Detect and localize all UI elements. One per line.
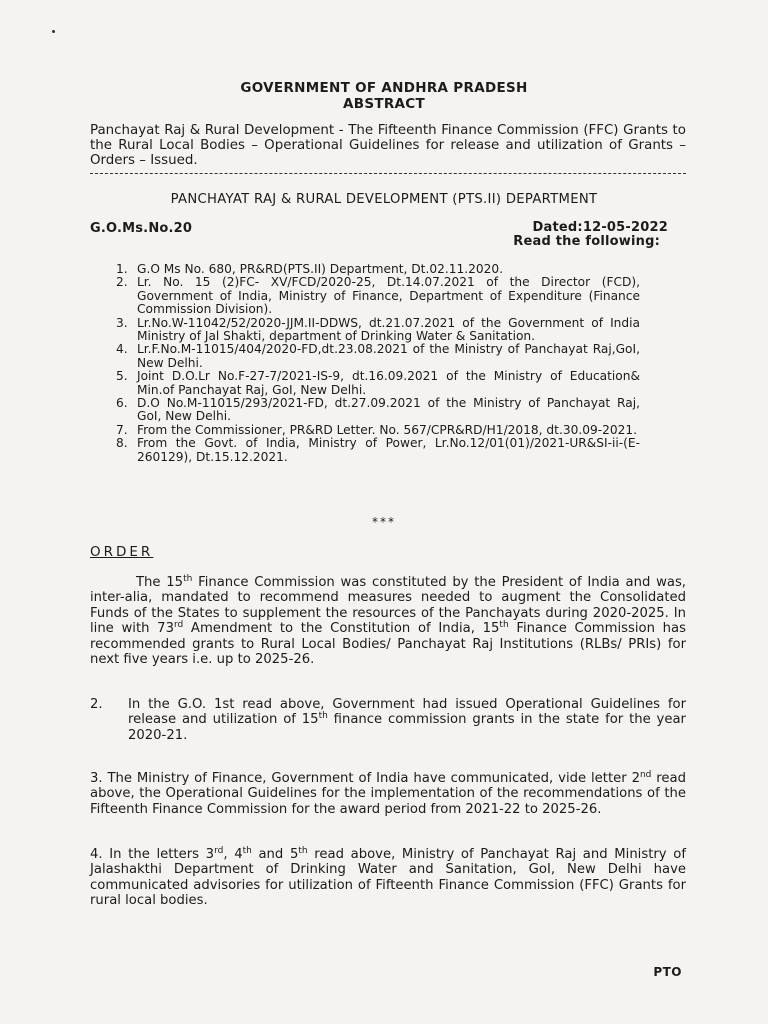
paragraph-text: 4. In the letters 3 xyxy=(90,847,215,862)
reference-text: D.O No.M-11015/293/2021-FD, dt.27.09.2021 of the Ministry of Panchayat Raj, GoI, New Delhi. xyxy=(137,396,640,424)
ordinal-suffix: th xyxy=(318,711,328,722)
reference-text: From the Govt. of India, Ministry of Power, Lr.No.12/01(01)/2021-UR&SI-ii-(E-260129), Dt.15.12.2021. xyxy=(137,436,640,464)
scan-speck xyxy=(52,30,55,33)
paragraph-text: The 15 xyxy=(136,575,184,590)
reference-text: Lr.F.No.M-11015/404/2020-FD,dt.23.08.2021 of the Ministry of Panchayat Raj,GoI, New Delhi. xyxy=(137,342,640,370)
ordinal-suffix: th xyxy=(499,620,509,631)
reference-number: 5. xyxy=(116,369,128,384)
reference-item xyxy=(110,437,640,464)
subject-text: Panchayat Raj & Rural Development - The Fifteenth Finance Commission (FFC) Grants to the Rural Local Bodies – Operational Guidelines for release and utilization of Grants – Orders – Issued. xyxy=(90,123,686,169)
dated-text: Dated:12-05-2022 xyxy=(532,220,668,235)
reference-text: From the Commissioner, PR&RD Letter. No. 567/CPR&RD/H1/2018, dt.30.09-2021. xyxy=(137,422,638,437)
order-heading: ORDER xyxy=(90,544,154,560)
order-paragraph-3 xyxy=(90,771,686,817)
reference-number: 8. xyxy=(116,436,128,451)
reference-number: 7. xyxy=(116,422,128,437)
ordinal-suffix: th xyxy=(242,846,252,856)
ordinal-suffix: rd xyxy=(173,620,184,631)
order-paragraph-1 xyxy=(90,575,686,667)
paragraph-text: read above, the Operational Guidelines for the implementation of the recommendations of the Fifteenth Finance Commission for the award period from 2021-22 to 2025-26. xyxy=(90,771,686,817)
order-paragraph-4 xyxy=(90,847,686,909)
paragraph-text: In the G.O. 1st read above, Government had issued Operational Guidelines for release and utilization of 15 xyxy=(128,697,686,728)
reference-item xyxy=(110,343,640,370)
paragraph-text: Amendment to the Constitution of India, 15 xyxy=(183,621,500,637)
paragraph-text: , 4 xyxy=(223,847,243,862)
dashed-divider xyxy=(90,173,686,174)
paragraph-text: read above, Ministry of Panchayat Raj and Ministry of Jalashakthi Department of Drinking Water and Sanitation, GoI, New Delhi have communicated advisories for utilization of Fifteenth Finance Commission (FFC) Grants for rural local bodies. xyxy=(90,847,686,909)
reference-number: 4. xyxy=(116,342,128,357)
section-separator: *** xyxy=(372,515,396,529)
reference-list xyxy=(110,263,640,464)
paragraph-text: finance commission grants in the state for the year 2020-21. xyxy=(128,712,686,743)
department-title: PANCHAYAT RAJ & RURAL DEVELOPMENT (PTS.II) DEPARTMENT xyxy=(170,192,598,207)
reference-number: 6. xyxy=(116,396,128,411)
read-following: Read the following: xyxy=(513,234,660,249)
reference-item xyxy=(110,276,640,316)
order-paragraph-2 xyxy=(90,697,686,743)
reference-number: 2. xyxy=(116,275,128,290)
reference-text: G.O Ms No. 680, PR&RD(PTS.II) Department, Dt.02.11.2020. xyxy=(137,262,503,276)
ordinal-suffix: th xyxy=(298,846,308,856)
paragraph-text: Finance Commission has recommended grants to Rural Local Bodies/ Panchayat Raj Institutions (RLBs/ PRIs) for next five years i.e. up to 2025-26. xyxy=(90,621,686,668)
government-title: GOVERNMENT OF ANDHRA PRADESH xyxy=(240,80,528,96)
reference-item xyxy=(110,317,640,344)
reference-item xyxy=(110,370,640,397)
reference-item xyxy=(110,397,640,424)
paragraph-text: 3. The Ministry of Finance, Government of India have communicated, vide letter 2 xyxy=(90,771,640,786)
reference-item xyxy=(110,424,640,437)
reference-number: 1. xyxy=(116,262,128,276)
abstract-title: ABSTRACT xyxy=(342,96,426,112)
reference-number: 3. xyxy=(116,315,128,330)
go-number: G.O.Ms.No.20 xyxy=(90,221,193,236)
paragraph-text: Finance Commission was constituted by the President of India and was, inter-alia, mandated to recommend measures needed to augment the Consolidated Funds of the States to supplement the resources of the Panchayats during 2020-2025. In line with 73 xyxy=(90,575,687,637)
ordinal-suffix: th xyxy=(183,574,193,584)
paragraph-body xyxy=(128,697,686,743)
reference-text: Joint D.O.Lr No.F-27-7/2021-IS-9, dt.16.09.2021 of the Ministry of Education& Min.of Panchayat Raj, GoI, New Delhi. xyxy=(137,369,640,397)
paragraph-text: and 5 xyxy=(251,847,299,862)
ordinal-suffix: nd xyxy=(639,770,652,780)
paragraph-number: 2. xyxy=(90,697,103,712)
reference-item xyxy=(110,263,640,276)
ordinal-suffix: rd xyxy=(214,846,224,856)
reference-text: Lr. No. 15 (2)FC- XV/FCD/2020-25, Dt.14.07.2021 of the Director (FCD), Government of India, Ministry of Finance, Department of Expenditure (Finance Commission Division). xyxy=(137,275,640,317)
reference-text: Lr.No.W-11042/52/2020-JJM.II-DDWS, dt.21.07.2021 of the Government of India Ministry of Jal Shakti, department of Drinking Water & Sanitation. xyxy=(137,315,640,344)
pto-label: PTO xyxy=(653,965,682,979)
